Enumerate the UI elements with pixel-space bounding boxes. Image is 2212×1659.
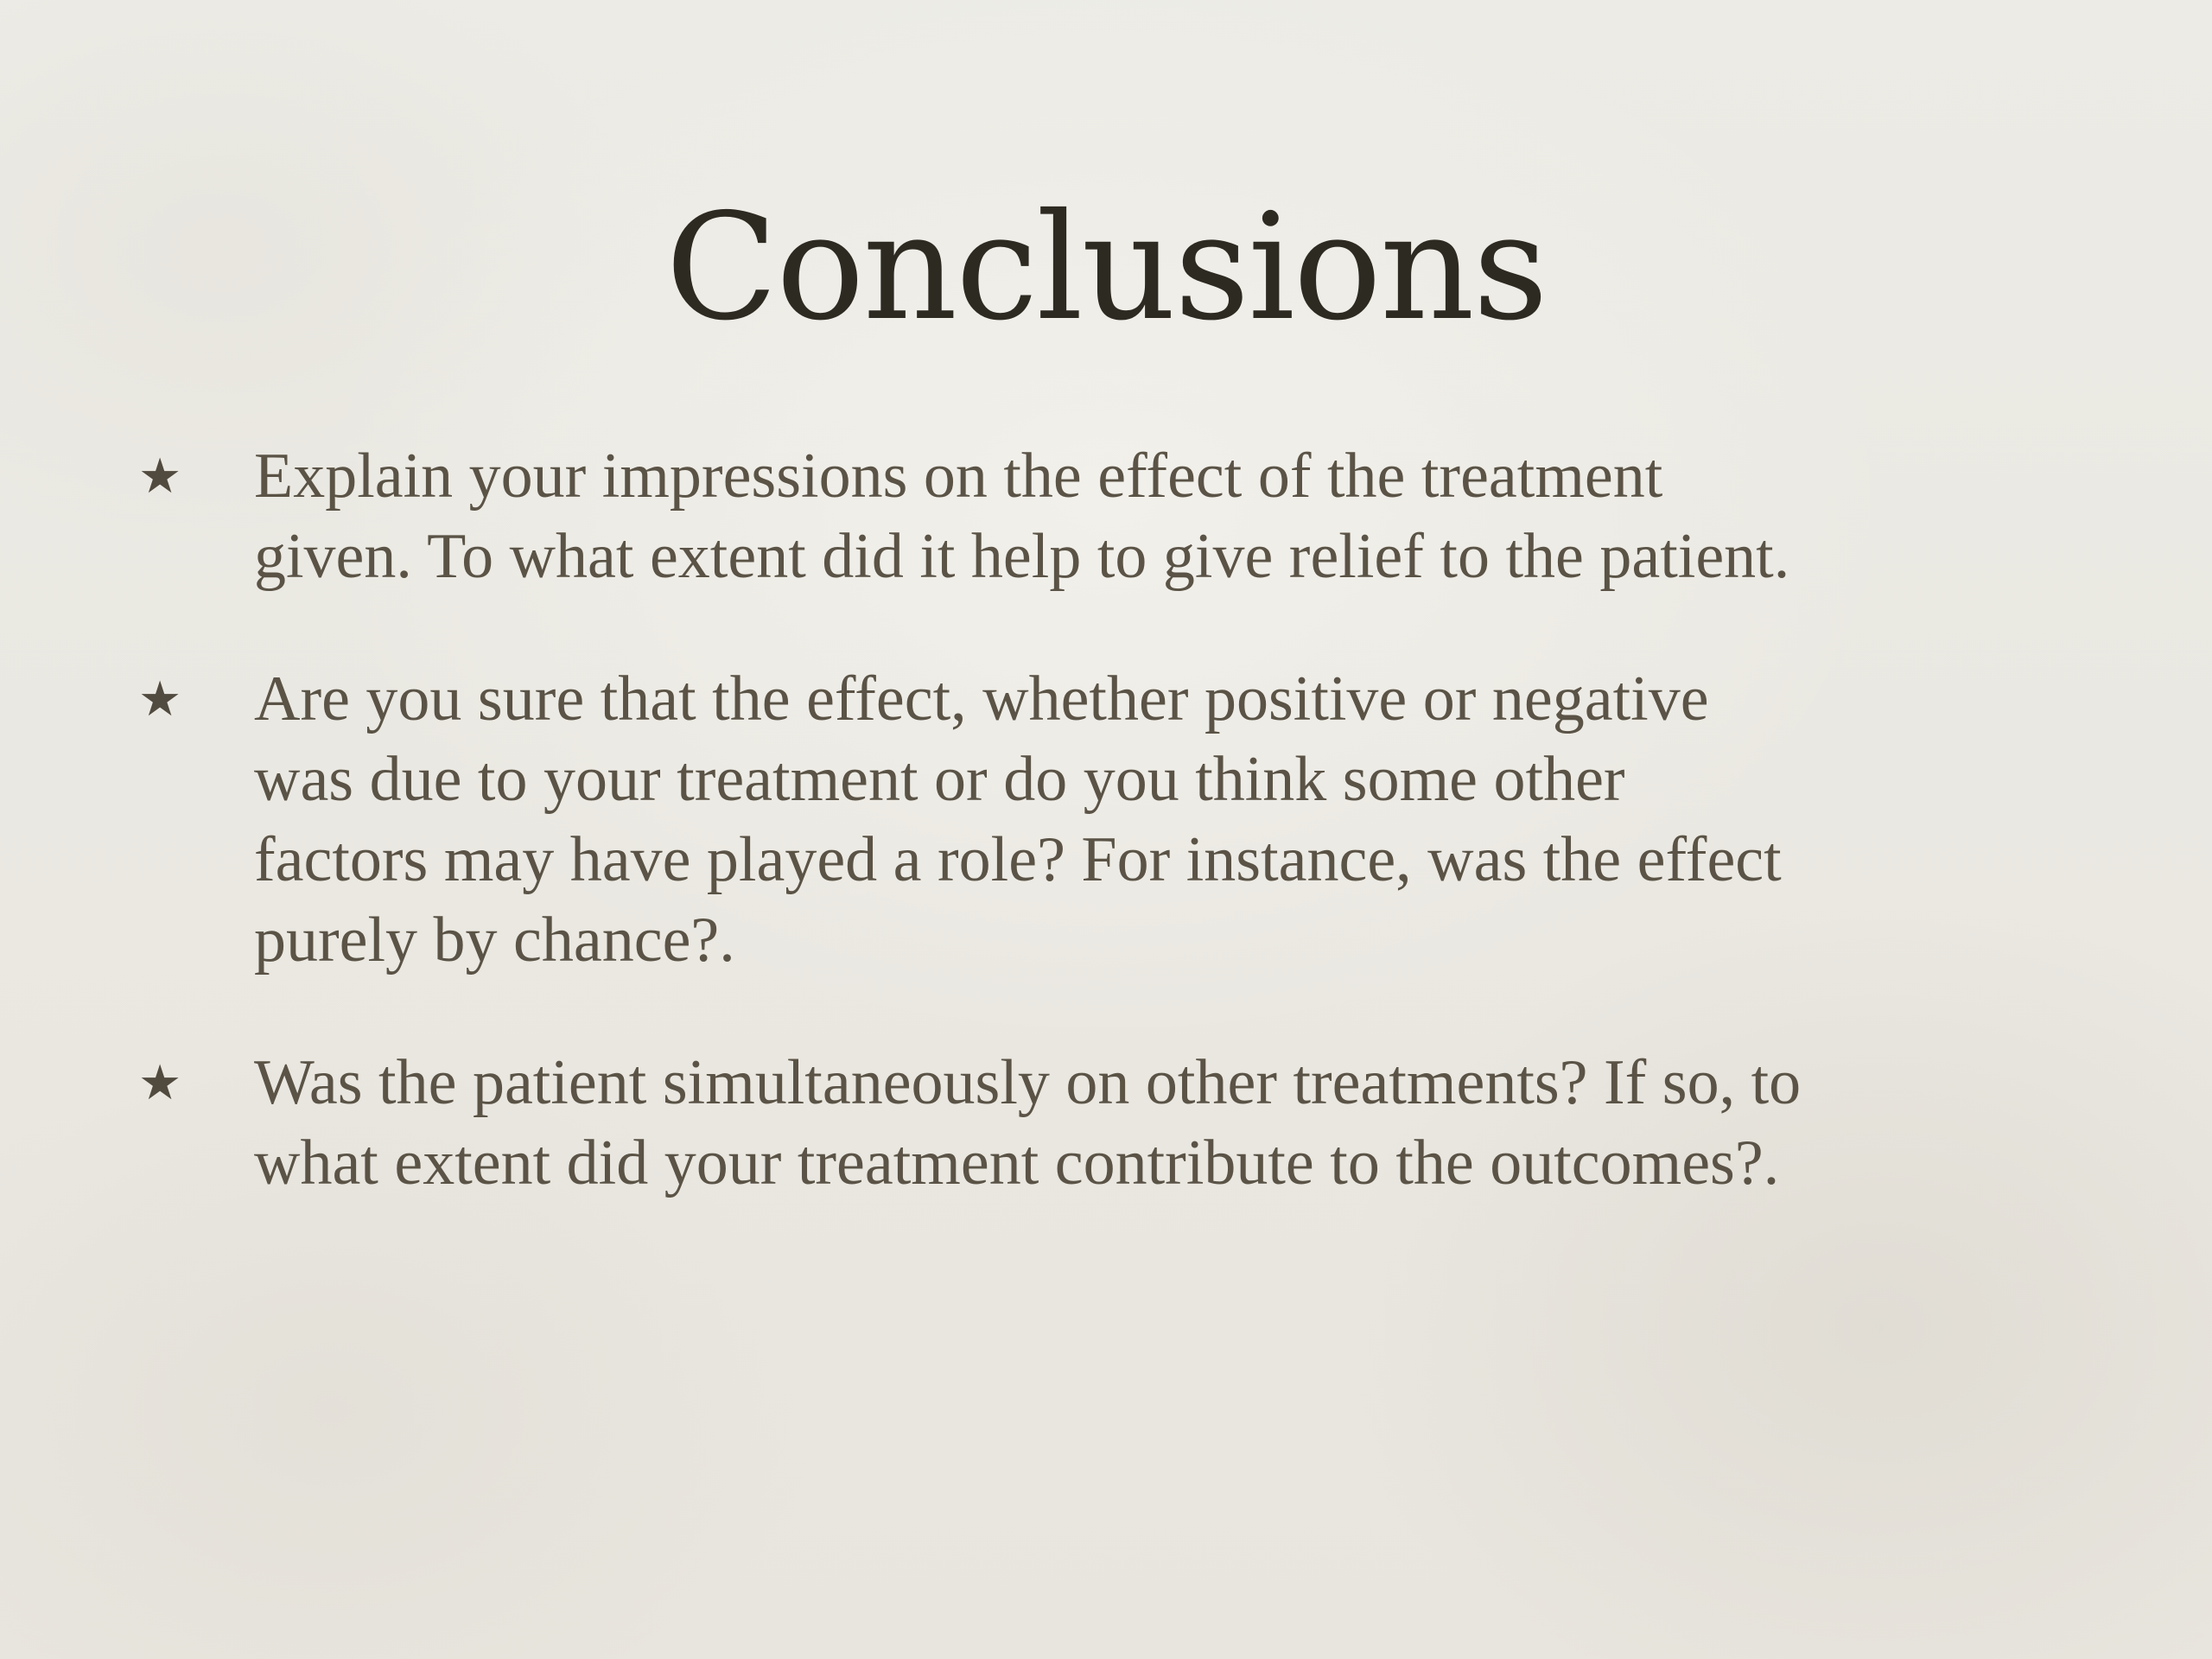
slide-title: Conclusions [665,182,1547,353]
bullet-text: Explain your impressions on the effect of the treatment given. To what extent did it help to give relief to the patient. [254,441,1790,592]
bullet-item [138,436,2108,597]
bullet-item [138,1043,2108,1204]
bullet-list [138,436,2108,1266]
star-icon: ★ [138,448,182,505]
star-icon: ★ [138,671,182,728]
bullet-item [138,659,2108,981]
bullet-text: Are you sure that the effect, whether positive or negative was due to your treatment or do you think some other factors may have played a role? For instance, was the effect purely by chance?. [254,664,1782,976]
bullet-text: Was the patient simultaneously on other treatments? If so, to what extent did your treatment contribute to the outcomes?. [254,1047,1802,1198]
star-icon: ★ [138,1055,182,1111]
